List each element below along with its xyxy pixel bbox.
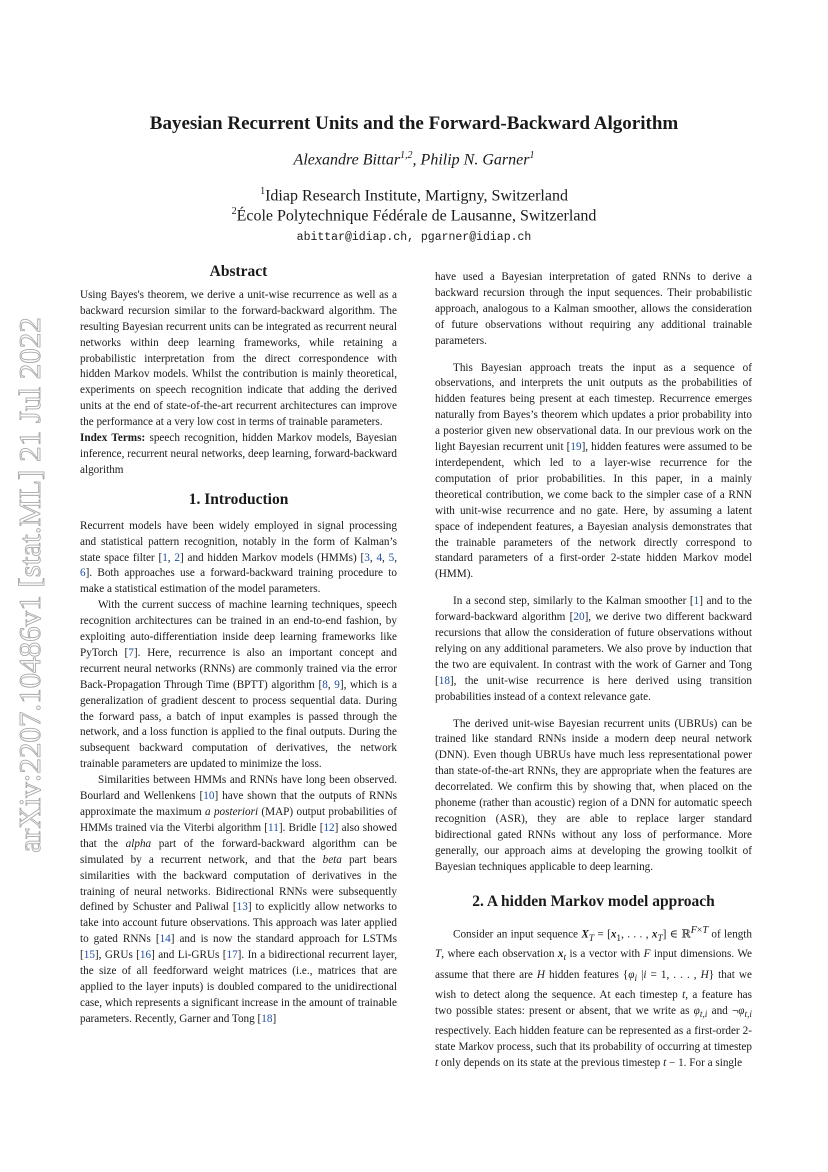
intro-paragraph-3: Similarities between HMMs and RNNs have long been observed. Bourlard and Wellenkens [10] have shown that the outputs of RNNs approximate the maximum a posteriori (MAP) output probabilities of HMMs trained via the Viterbi algorithm [11]. Bridle [12] also showed that the alpha part of the forward-backward algorithm can be simulated by a recurrent network, and that the beta part bears similarities with the backward computation of derivatives in the training of neural networks. Bidirectional RNNs were subsequently defined by Schuster and Paliwal [13] to explicitly allow networks to take into account future observations. This approach was later applied to gated RNNs [14] and is now the standard approach for LSTMs [15], GRUs [16] and Li-GRUs [17]. In a bidirectional recurrent layer, the size of all feedforward weight matrices (i.e., matrices that are applied to the layer inputs) is doubled compared to the unidirectional case, which represents a significant increase in the amount of trainable parameters. Recently, Garner and Tong [18] (80, 774, 398, 1025)
index-terms (80, 431, 397, 479)
abstract-text: Using Bayes's theorem, we derive a unit-wise recurrence as well as a backward recursion similar to the forward-backward algorithm. The resulting Bayesian recurrent units can be integrated as recurrent neural networks within deep learning frameworks, while retaining a probabilistic interpretation from the direct correspondence with hidden Markov models. Whilst the contribution is mainly theoretical, experiments on speech recognition indicate that adding the derived units at the end of state-of-the-art recurrent architectures can improve the performance at a very low cost in terms of trainable parameters. (80, 288, 397, 429)
right-paragraph-2: This Bayesian approach treats the input as a sequence of observations, and interprets the unit outputs as the probabilities of hidden features being present at each timestep. Recurrence emerges naturally from Bayes’s theorem which updates a prior probability into a posterior given new observational data. In our previous work on the light Bayesian recurrent unit [19], hidden features were assumed to be interdependent, which led to a layer-wise recurrence for the computation of prior probabilities. In this paper, in a mainly theoretical contribution, we come back to the simpler case of a RNN with unit-wise recurrence and no gate. Here, by assuming a latent space of independent features, a Bayesian analysis demonstrates that the trainable parameters of the network directly correspond to standard parameters of a first-order 2-state hidden Markov model (HMM). (435, 361, 752, 581)
right-paragraph-3: In a second step, similarly to the Kalman smoother [1] and to the forward-backward algorithm [20], we derive two different backward recursions that allow the consideration of future observations without relying on any additional parameters. We also prove by induction that the two are equivalent. In contrast with the work of Garner and Tong [18], the unit-wise recurrence is here derived using transition probabilities instead of a context relevance gate. (435, 595, 753, 703)
arxiv-stamp-text: arXiv:2207.10486v1 [stat.ML] 21 Jul 2022 (12, 317, 47, 853)
hmm-paragraph: Consider an input sequence $X_T = [x_1$, . . . , $x_T$] ∈ ℝ$^{F\times T}$ of length T, where each observation $x_t$ is a vector with F input dimensions. We assume that there are H hidden features {$\varphi_i$ |i = 1, . . . , H} that we wish to detect along the sequence. At each timestep t, a feature has two possible states: present or absent, that we write as $\varphi_{t,i}$ and $\neg\varphi_{t,i}$ respectively. Each hidden feature can be represented as a first-order 2-state Markov process, such that its probability of occurring at timestep t only depends on its state at the previous timestep t − 1. For a single (435, 924, 753, 1069)
arxiv-identifier-stamp (12, 317, 60, 853)
intro-paragraph-1: Recurrent models have been widely employed in signal processing and statistical pattern recognition, notably in the form of Kalman’s state space filter [1, 2] and hidden Markov models (HMMs) [3, 4, 5, 6]. Both approaches use a forward-backward training procedure to make a statistical estimation of the model parameters. (80, 519, 398, 596)
introduction-heading: 1. Introduction (188, 490, 289, 508)
right-column (435, 270, 752, 1071)
affiliation-1: $^1$Idiap Research Institute, Martigny, Switzerland (260, 186, 568, 205)
index-terms-text: speech recognition, hidden Markov models, Bayesian inference, recurrent neural networks, deep learning, forward-backward algorithm (80, 432, 398, 476)
intro-paragraph-2: With the current success of machine learning techniques, speech recognition architectures can be trained in an end-to-end fashion, by exploiting auto-differentiation inside deep learning frameworks like PyTorch [7]. Here, recurrence is also an important concept and recurrent neural networks (RNNs) are commonly trained via the error Back-Propagation Through Time (BPTT) algorithm [8, 9], which is a generalization of gradient descent to process sequential data. During the forward pass, a batch of input examples is passed through the network, and a loss function is applied to the final outputs. During the subsequent backward computation of derivatives, the network trainable parameters are updated to minimize the loss. (80, 599, 397, 771)
paper-title: Bayesian Recurrent Units and the Forward-Backward Algorithm (149, 113, 679, 134)
left-column (80, 264, 397, 1028)
hmm-section-heading: 2. A hidden Markov model approach (472, 892, 715, 910)
right-paragraph-4: The derived unit-wise Bayesian recurrent units (UBRUs) can be trained like standard RNNs inside a modern deep neural network (DNN). Even though UBRUs have much less representational power than state-of-the-art RNNs, they are appropriate when the features are decorrelated. We confirm this by showing that, when placed on the phoneme (rather than acoustic) region of a DNN for automatic speech recognition (ASR), they are able to replace larger standard bidirectional gated RNNs without any loss of performance. More generally, our approach aims at developing the growing toolkit of Bayesian techniques applicable to deep learning. (435, 717, 752, 873)
paper-authors: Alexandre Bittar$^{1,2}$, Philip N. Garner$^1$ (293, 150, 535, 169)
abstract-heading: Abstract (209, 263, 268, 280)
author-emails: abittar@idiap.ch, pgarner@idiap.ch (296, 231, 532, 244)
index-terms-label: Index Terms: (80, 432, 146, 445)
affiliation-2: $^2$École Polytechnique Fédérale de Lausanne, Switzerland (231, 206, 597, 225)
right-paragraph-1: have used a Bayesian interpretation of gated RNNs to derive a backward recursion through the input sequences. Their probabilistic approach, analogous to a Kalman smoother, allows the consideration of future observations without requiring any additional trainable parameters. (435, 271, 752, 347)
